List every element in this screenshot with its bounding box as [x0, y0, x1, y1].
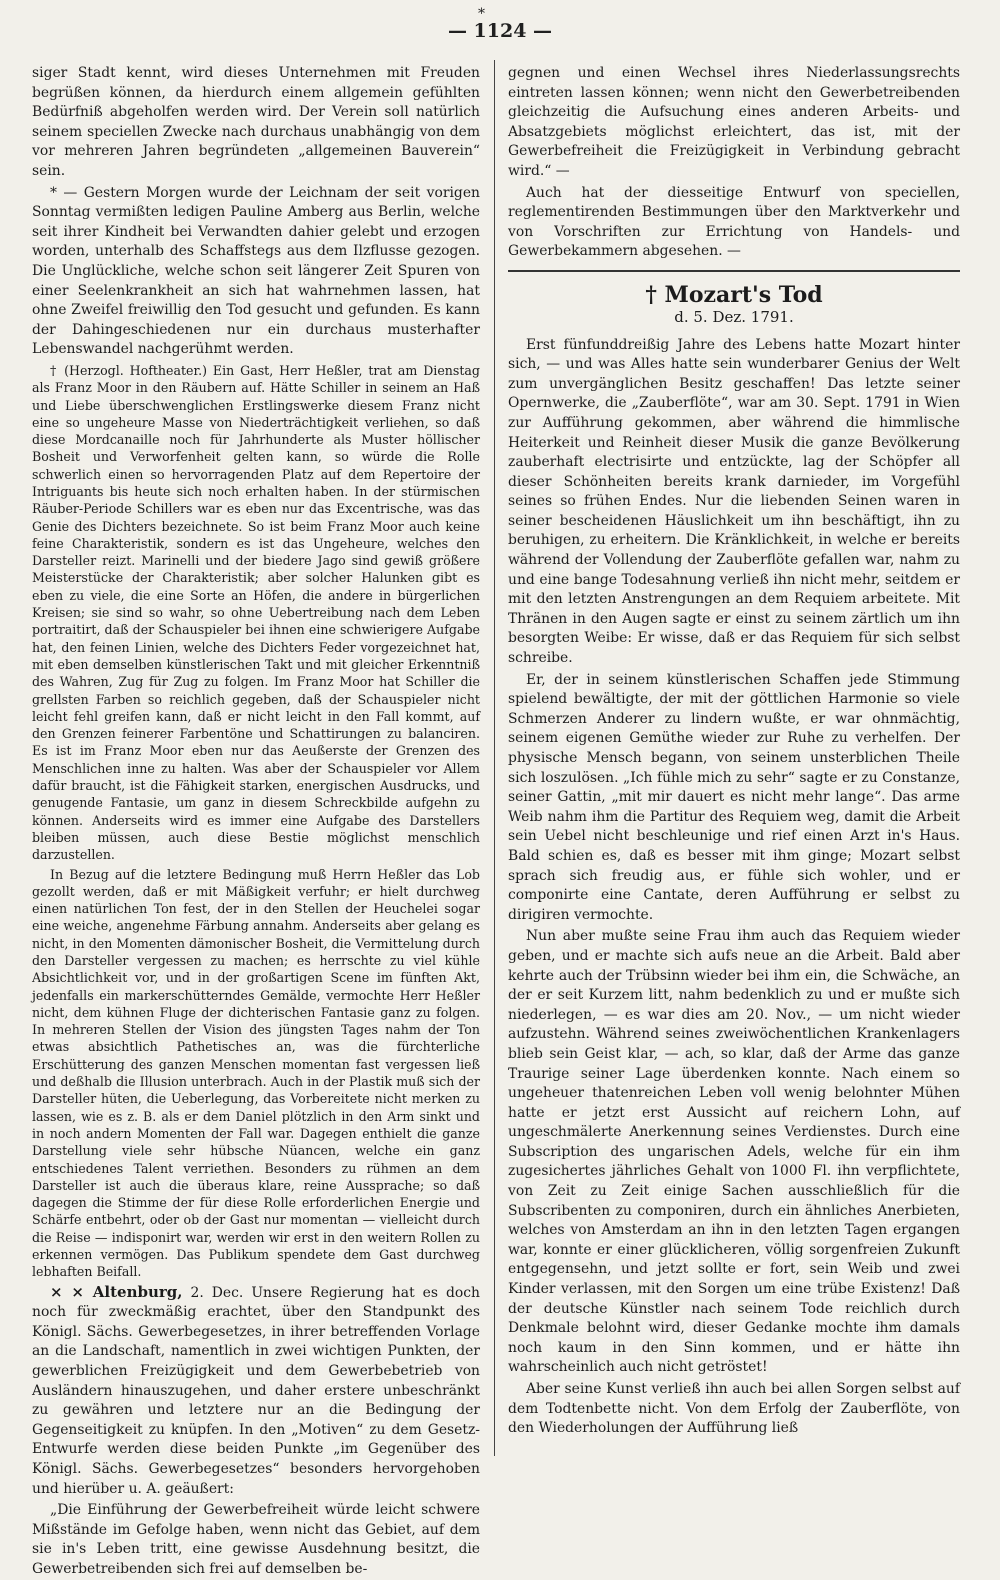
right-column — [508, 64, 960, 1456]
article-subheading: d. 5. Dez. 1791. — [674, 307, 794, 326]
article-separator — [508, 270, 960, 272]
paragraph-freizuegigkeit: gegnen und einen Wechsel ihres Niederlassungsrechts eintreten lassen können; wenn nicht den Gewerbetreibenden gleichzeitig die Aufsuchung eines anderen Arbeits- und Absatzgebiets möglichst erleichtert, das ist, mit der Gewerbefreiheit die Freizügigkeit in Verbindung gebracht wird.“ — — [508, 65, 960, 179]
paragraph-mozart-3: Nun aber mußte seine Frau ihm auch das Requiem wieder geben, und er machte sich aufs neue an die Arbeit. Bald aber kehrte auch der Trübsinn wieder bei ihm ein, die Schwäche, an der er seit Kurzem litt, nahm bedenklich zu und er mußte sich niederlegen, — es war dies am 20. Nov., — um nicht wieder aufzustehn. Während seines zweiwöchentlichen Krankenlagers blieb sein Geist klar, — ach, so klar, daß der Arme das ganze Traurige seiner Lage überdenken konnte. Nach einem so ungeheuer thatenreichen Leben voll wenig belohnter Mühen hatte er jetzt erst Aussicht auf reichern Lohn, auf ungeschmälerte Anerkennung seines Verdienstes. Durch eine Subscription des ungarischen Adels, welche für ein ihm zugesichertes jährliches Gehalt von 1000 Fl. ihn verpflichtete, von Zeit zu Zeit einige Sachen ausschließlich für die Subscribenten zu componiren, durch ein ähnliches Anerbieten, welches von Amsterdam an ihn in den letzten Tagen ergangen war, konnte er einer glücklicheren, völlig sorgenfreien Zukunft entgegensehn, und jetzt sollte er fort, sein Weib und zwei Kinder verlassen, mit den Sorgen um eine trübe Existenz! Daß der deutsche Künstler nach seinem Tode reichlich durch Denkmale belohnt wird, dieser Gedanke mochte ihm damals noch kaum in den Sinn kommen, und er hätte ihn wahrscheinlich auch nicht getröstet! — [508, 928, 960, 1376]
paragraph-altenburg — [32, 1283, 480, 1500]
paragraph-entwurf: Auch hat der diesseitige Entwurf von speciellen, reglementirenden Bestimmungen über den Marktverkehr und von Vorschriften zur Errichtung von Handels- und Gewerbekammern abgesehen. — — [508, 184, 960, 260]
paragraph-hoftheater: † (Herzogl. Hoftheater.) Ein Gast, Herr Heßler, trat am Dienstag als Franz Moor in den Räubern auf. Hätte Schiller in seinem an Haß und Liebe überschwenglichen Erstlingswerke diesem Franz nicht eine so ungeheure Masse von Niederträchtigkeit verliehen, so daß diese Mordcanaille noch für Jahrhunderte als Muster höllischer Bosheit und Verworfenheit gelten kann, so würde die Rolle schwerlich einen so hervorragenden Platz auf dem Repertoire der Intriguants bis heute sich noch erhalten haben. In der stürmischen Räuber-Periode Schillers war es eben nur das Excentrische, was das Genie des Dichters bezeichnete. So ist beim Franz Moor auch keine feine Charakteristik, sondern es ist das Ungeheure, welches den Darsteller reizt. Marinelli und der biedere Jago sind gewiß größere Meisterstücke der Charakteristik; aber solcher Halunken gibt es eben zu viele, die eine Sorte an Höfen, die andere in bürgerlichen Kreisen; sie sind so wahr, so ohne Uebertreibung nach dem Leben portraitirt, daß der Schauspieler bei ihnen eine schwierigere Aufgabe hat, den feinen Linien, welche des Dichters Feder vorgezeichnet hat, mit eben demselben künstlerischen Takt und mit gleicher Erkenntniß des Wahren, Zug für Zug zu folgen. Im Franz Moor hat Schiller die grellsten Farben so reichlich gegeben, daß der Schauspieler nicht leicht fehl greifen kann, daß er nicht leicht in den Fall kommt, auf den Grenzen feinerer Farbentöne und Schattirungen zu balanciren. Es ist im Franz Moor eben nur das Aeußerste der Grenzen des Menschlichen inne zu halten. Was aber der Schauspieler vor Allem dafür braucht, ist die Fähigkeit starken, energischen Ausdrucks, und genugende Fantasie, um ganz in diesem Schreckbilde aufgehn zu können. Anderseits wird es immer eine Aufgabe des Darstellers bleiben müssen, auch diese Bestie möglichst menschlich darzustellen. — [32, 362, 480, 863]
dateline-altenburg: × × Altenburg, — [50, 1282, 183, 1301]
paragraph-verein: siger Stadt kennt, wird dieses Unternehmen mit Freuden begrüßen können, da hierdurch einem allgemein gefühlten Bedürfniß abgeholfen werden wird. Der Verein soll natürlich seinem speciellen Zwecke nach durchaus unabhängig von dem vor mehreren Jahren begründeten „allgemeinen Bauverein“ sein. — [32, 65, 480, 179]
paragraph-hessler-review: In Bezug auf die letztere Bedingung muß Herrn Heßler das Lob gezollt werden, daß er mit Mäßigkeit verfuhr; er hielt durchweg einen natürlichen Ton fest, der in den Stellen der Heuchelei sogar eine weiche, angenehme Färbung annahm. Anderseits aber gelang es nicht, in den Momenten dämonischer Bosheit, die Vermittelung durch den Darsteller vergessen zu machen; es herrschte zu viel kühle Absichtlichkeit vor, und in der großartigen Scene im fünften Akt, jedenfalls ein markerschütterndes Gemälde, vermochte Herr Heßler nicht, dem kühnen Fluge der dichterischen Fantasie ganz zu folgen. In mehreren Stellen der Vision des jüngsten Tages nahm der Ton etwas absichtlich Pathetisches an, was die fürchterliche Erschütterung des ganzen Menschen momentan fast vergessen ließ und deßhalb die Illusion unterbrach. Auch in der Plastik muß sich der Darsteller hüten, die Ueberlegung, das Vorbereitete nicht merken zu lassen, wie es z. B. als er dem Daniel plötzlich in den Arm sinkt und in noch andern Momenten der Fall war. Dagegen enthielt die ganze Darstellung viele sehr hübsche Nüancen, welche ein ganz entschiedenes Talent verriethen. Besonders zu rühmen an dem Darsteller ist auch die überaus klare, reine Aussprache; so daß dagegen die Stimme der für diese Rolle erforderlichen Energie und Schärfe entbehrt, oder ob der Gast nur momentan — vielleicht durch die Reise — indisponirt war, werden wir erst in den weitern Rollen zu erkennen vermögen. Das Publikum spendete dem Gast durchweg lebhaften Beifall. — [32, 866, 480, 1280]
paragraph-gewerbefreiheit: „Die Einführung der Gewerbefreiheit würde leicht schwere Mißstände im Gefolge haben, wenn nicht das Gebiet, auf dem sie in's Leben tritt, eine gewisse Ausdehnung besitzt, die Gewerbetreibenden sich frei auf demselben be- — [32, 1502, 480, 1577]
column-divider — [494, 60, 495, 1456]
paragraph-mozart-4: Aber seine Kunst verließ ihn auch bei allen Sorgen selbst auf dem Todtenbette nicht. Von dem Erfolg der Zauberflöte, von den Wiederholungen der Aufführung ließ — [508, 1381, 960, 1437]
left-column — [32, 64, 480, 1577]
page-mark: * — [478, 6, 485, 22]
article-heading: † Mozart's Tod — [645, 281, 823, 308]
paragraph-leichnam: * — Gestern Morgen wurde der Leichnam der seit vorigen Sonntag vermißten ledigen Pauline Amberg aus Berlin, welche seit ihrer Kindheit bei Verwandten dahier gelebt und erzogen worden, unterhalb des Schaffstegs aus dem Ilzflusse gezogen. Die Unglückliche, welche schon seit längerer Zeit Spuren von einer Seelenkrankheit an sich hat wahrnehmen lassen, hat ohne Zweifel freiwillig den Tod gesucht und gefunden. Es kann der Dahingeschiedenen nur ein durchaus musterhafter Lebenswandel nachgerühmt werden. — [32, 184, 480, 358]
altenburg-text: 2. Dec. Unsere Regierung hat es doch noch für zweckmäßig erachtet, über den Standpunkt des Königl. Sächs. Gewerbegesetzes, in ihrer betreffenden Vorlage an die Landschaft, namentlich in zwei wichtigen Punkten, der gewerblichen Freizügigkeit und dem Gewerbebetrieb von Ausländern hinauszugehen, und daher erstere unbeschränkt zu gewähren und letztere nur an die Bedingung der Gegenseitigkeit zu knüpfen. In den „Motiven“ zu dem Gesetz-Entwurfe werden diese beiden Punkte „im Gegenüber des Königl. Sächs. Gewerbegesetzes“ besonders hervorgehoben und hierüber u. A. geäußert: — [32, 1284, 480, 1497]
page-number: — 1124 — — [447, 20, 553, 42]
paragraph-mozart-2: Er, der in seinem künstlerischen Schaffen jede Stimmung spielend bewältigte, der mit der göttlichen Harmonie so viele Schmerzen Anderer zu lindern wußte, er war ohnmächtig, seinem eigenen Gemüthe wieder zur Ruhe zu verhelfen. Der physische Mensch begann, von seinem unsterblichen Theile sich loszulösen. „Ich fühle mich zu sehr“ sagte er zu Constanze, seiner Gattin, „mit mir dauert es nicht mehr lange“. Das arme Weib nahm ihm die Partitur des Requiem weg, damit die Arbeit sein Uebel nicht beschleunige und rief einen Arzt in's Haus. Bald schien es, daß es besser mit ihm ginge; Mozart selbst sprach sich freudig aus, er fühle sich wohler, und er componirte eine Cantate, deren Aufführung er selbst zu dirigiren vermochte. — [508, 671, 960, 923]
paragraph-mozart-1: Erst fünfunddreißig Jahre des Lebens hatte Mozart hinter sich, — und was Alles hatte sein wunderbarer Genius der Welt zum unvergänglichen Besitz geschaffen! Das letzte seiner Opernwerke, die „Zauberflöte“, war am 30. Sept. 1791 in Wien zur Aufführung gekommen, aber während die himmlische Heiterkeit und Reinheit dieser Musik die ganze Bevölkerung zauberhaft electrisirte und entzückte, lag der Schöpfer all dieser Schönheiten bereits krank darnieder, im Vorgefühl seines so frühen Endes. Nur die liebenden Seinen waren in seiner bescheidenen Häuslichkeit um ihn beschäftigt, ihn zu beruhigen, zu erheitern. Die Kränklichkeit, in welche er bereits während der Vollendung der Zauberflöte gefallen war, nahm zu und eine bange Todesahnung verließ ihn nicht mehr, seitdem er mit den letzten Anstrengungen an dem Requiem arbeitete. Mit Thränen in den Augen sagte er einst zu seinem zärtlich um ihn besorgten Weibe: Er wisse, daß er das Requiem für sich selbst schreibe. — [508, 336, 960, 667]
